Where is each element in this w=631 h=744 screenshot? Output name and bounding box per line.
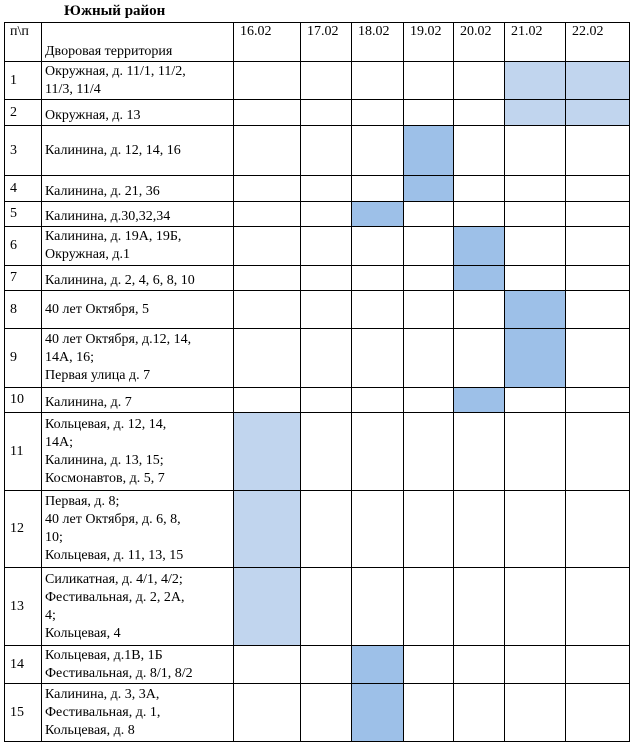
day-cell: [234, 126, 301, 176]
day-cell: [454, 568, 505, 646]
territory-line: Калинина, д. 12, 14, 16: [45, 142, 181, 158]
page-title: Южный район: [64, 3, 166, 19]
row-number: 15: [5, 684, 42, 742]
day-cell: [301, 388, 352, 413]
day-cell: [352, 291, 404, 329]
row-number: 11: [5, 413, 42, 491]
territory-line: 40 лет Октября, 5: [45, 301, 149, 317]
day-cell: [352, 568, 404, 646]
header-row: [5, 23, 630, 62]
scheduled-day-cell: [505, 62, 566, 100]
territory-cell: [42, 100, 234, 126]
day-cell: [301, 176, 352, 202]
row-number: 5: [5, 202, 42, 227]
day-cell: [404, 227, 454, 266]
territory-line: Кольцевая, д. 8: [45, 722, 135, 738]
territory-line: Калинина, д. 3, 3А,: [45, 686, 160, 702]
day-cell: [505, 176, 566, 202]
territory-cell: [42, 291, 234, 329]
row-number: 6: [5, 227, 42, 266]
header-date: 19.02: [404, 23, 454, 62]
day-cell: [566, 646, 630, 684]
scheduled-day-cell: [404, 126, 454, 176]
territory-cell: [42, 126, 234, 176]
territory-cell: [42, 227, 234, 266]
day-cell: [505, 568, 566, 646]
day-cell: [352, 388, 404, 413]
day-cell: [404, 62, 454, 100]
day-cell: [234, 291, 301, 329]
day-cell: [301, 62, 352, 100]
territory-line: Окружная, д.1: [45, 247, 130, 262]
day-cell: [454, 176, 505, 202]
territory-line: 11/3, 11/4: [45, 81, 101, 97]
territory-line: 40 лет Октября, д. 6, 8,: [45, 512, 181, 527]
territory-cell: [42, 413, 234, 491]
day-cell: [454, 291, 505, 329]
territory-cell: [42, 202, 234, 227]
day-cell: [505, 126, 566, 176]
row-number: 14: [5, 646, 42, 684]
day-cell: [234, 202, 301, 227]
day-cell: [505, 491, 566, 568]
day-cell: [566, 684, 630, 742]
scheduled-day-cell: [454, 388, 505, 413]
territory-cell: [42, 388, 234, 413]
scheduled-day-cell: [505, 329, 566, 388]
row-number: 12: [5, 491, 42, 568]
table-row: [5, 291, 630, 329]
day-cell: [404, 266, 454, 291]
scheduled-day-cell: [505, 291, 566, 329]
territory-line: Калинина, д. 21, 36: [45, 184, 160, 199]
day-cell: [454, 126, 505, 176]
day-cell: [566, 266, 630, 291]
territory-line: Кольцевая, д. 11, 13, 15: [45, 548, 184, 563]
territory-line: Кольцевая, д. 12, 14,: [45, 416, 167, 432]
scheduled-day-cell: [234, 413, 301, 491]
territory-line: Кольцевая, д.1В, 1Б: [45, 647, 163, 663]
table-row: [5, 329, 630, 388]
scheduled-day-cell: [454, 227, 505, 266]
day-cell: [566, 568, 630, 646]
day-cell: [505, 646, 566, 684]
day-cell: [566, 126, 630, 176]
scheduled-day-cell: [234, 568, 301, 646]
territory-cell: [42, 176, 234, 202]
day-cell: [352, 227, 404, 266]
day-cell: [454, 202, 505, 227]
scheduled-day-cell: [505, 100, 566, 126]
day-cell: [352, 126, 404, 176]
day-cell: [404, 568, 454, 646]
day-cell: [234, 176, 301, 202]
day-cell: [234, 266, 301, 291]
day-cell: [454, 329, 505, 388]
header-date: 22.02: [566, 23, 630, 62]
scheduled-day-cell: [566, 100, 630, 126]
day-cell: [404, 388, 454, 413]
day-cell: [505, 202, 566, 227]
row-number: 4: [5, 176, 42, 202]
territory-cell: [42, 568, 234, 646]
day-cell: [404, 100, 454, 126]
day-cell: [301, 684, 352, 742]
day-cell: [404, 684, 454, 742]
day-cell: [404, 291, 454, 329]
table-row: [5, 100, 630, 126]
territory-line: Калинина, д.30,32,34: [45, 209, 171, 224]
territory-line: Окружная, д. 13: [45, 108, 141, 123]
territory-line: 14А, 16;: [45, 350, 94, 365]
day-cell: [234, 329, 301, 388]
scheduled-day-cell: [566, 62, 630, 100]
scheduled-day-cell: [352, 202, 404, 227]
day-cell: [234, 684, 301, 742]
territory-line: Окружная, д. 11/1, 11/2,: [45, 63, 186, 79]
header-date: 16.02: [234, 23, 301, 62]
territory-line: 4;: [45, 607, 56, 623]
scheduled-day-cell: [454, 266, 505, 291]
day-cell: [301, 646, 352, 684]
territory-line: Первая, д. 8;: [45, 494, 120, 509]
day-cell: [566, 388, 630, 413]
day-cell: [352, 100, 404, 126]
day-cell: [404, 329, 454, 388]
day-cell: [404, 202, 454, 227]
day-cell: [454, 62, 505, 100]
scheduled-day-cell: [404, 176, 454, 202]
day-cell: [566, 291, 630, 329]
schedule-table: [4, 22, 630, 742]
day-cell: [234, 100, 301, 126]
day-cell: [505, 266, 566, 291]
header-date: 18.02: [352, 23, 404, 62]
day-cell: [454, 413, 505, 491]
day-cell: [234, 388, 301, 413]
day-cell: [454, 684, 505, 742]
row-number: 13: [5, 568, 42, 646]
territory-line: Кольцевая, 4: [45, 625, 121, 641]
table-row: [5, 491, 630, 568]
day-cell: [234, 227, 301, 266]
day-cell: [352, 176, 404, 202]
territory-line: 40 лет Октября, д.12, 14,: [45, 332, 192, 347]
territory-line: Калинина, д. 19А, 19Б,: [45, 229, 182, 244]
scheduled-day-cell: [352, 646, 404, 684]
header-num: п\п: [5, 23, 42, 62]
table-row: [5, 62, 630, 100]
table-row: [5, 388, 630, 413]
day-cell: [505, 227, 566, 266]
territory-line: Фестивальная, д. 2, 2А,: [45, 589, 185, 605]
header-date: 20.02: [454, 23, 505, 62]
territory-line: Калинина, д. 7: [45, 395, 132, 410]
row-number: 9: [5, 329, 42, 388]
row-number: 8: [5, 291, 42, 329]
day-cell: [352, 413, 404, 491]
day-cell: [505, 388, 566, 413]
territory-cell: [42, 329, 234, 388]
day-cell: [566, 491, 630, 568]
day-cell: [301, 568, 352, 646]
table-row: [5, 413, 630, 491]
scheduled-day-cell: [234, 491, 301, 568]
day-cell: [454, 100, 505, 126]
day-cell: [301, 291, 352, 329]
day-cell: [301, 266, 352, 291]
header-date: 17.02: [301, 23, 352, 62]
day-cell: [566, 413, 630, 491]
territory-cell: [42, 684, 234, 742]
header-territory: Дворовая территория: [42, 23, 234, 62]
row-number: 10: [5, 388, 42, 413]
header-date: 21.02: [505, 23, 566, 62]
day-cell: [234, 62, 301, 100]
table-row: [5, 266, 630, 291]
day-cell: [566, 176, 630, 202]
row-number: 7: [5, 266, 42, 291]
day-cell: [234, 646, 301, 684]
table-row: [5, 202, 630, 227]
territory-line: Калинина, д. 2, 4, 6, 8, 10: [45, 273, 195, 288]
day-cell: [352, 266, 404, 291]
territory-cell: [42, 646, 234, 684]
row-number: 2: [5, 100, 42, 126]
schedule-body: [5, 62, 630, 742]
row-number: 1: [5, 62, 42, 100]
day-cell: [566, 202, 630, 227]
day-cell: [301, 491, 352, 568]
day-cell: [301, 100, 352, 126]
day-cell: [454, 646, 505, 684]
day-cell: [505, 413, 566, 491]
day-cell: [301, 413, 352, 491]
table-row: [5, 126, 630, 176]
territory-cell: [42, 266, 234, 291]
day-cell: [566, 227, 630, 266]
table-row: [5, 684, 630, 742]
scheduled-day-cell: [352, 684, 404, 742]
territory-line: 10;: [45, 530, 63, 545]
day-cell: [505, 684, 566, 742]
territory-line: Космонавтов, д. 5, 7: [45, 470, 165, 486]
day-cell: [301, 202, 352, 227]
table-row: [5, 646, 630, 684]
row-number: 3: [5, 126, 42, 176]
day-cell: [454, 491, 505, 568]
territory-line: Силикатная, д. 4/1, 4/2;: [45, 571, 183, 587]
day-cell: [404, 413, 454, 491]
day-cell: [566, 329, 630, 388]
table-row: [5, 227, 630, 266]
day-cell: [301, 227, 352, 266]
day-cell: [301, 329, 352, 388]
day-cell: [352, 491, 404, 568]
territory-line: Первая улица д. 7: [45, 368, 151, 383]
day-cell: [352, 329, 404, 388]
territory-line: Фестивальная, д. 8/1, 8/2: [45, 665, 193, 681]
territory-line: Фестивальная, д. 1,: [45, 704, 161, 720]
day-cell: [404, 646, 454, 684]
day-cell: [301, 126, 352, 176]
territory-cell: [42, 491, 234, 568]
day-cell: [352, 62, 404, 100]
day-cell: [404, 491, 454, 568]
territory-line: Калинина, д. 13, 15;: [45, 452, 164, 468]
territory-line: 14А;: [45, 434, 73, 450]
table-row: [5, 176, 630, 202]
territory-cell: [42, 62, 234, 100]
table-row: [5, 568, 630, 646]
